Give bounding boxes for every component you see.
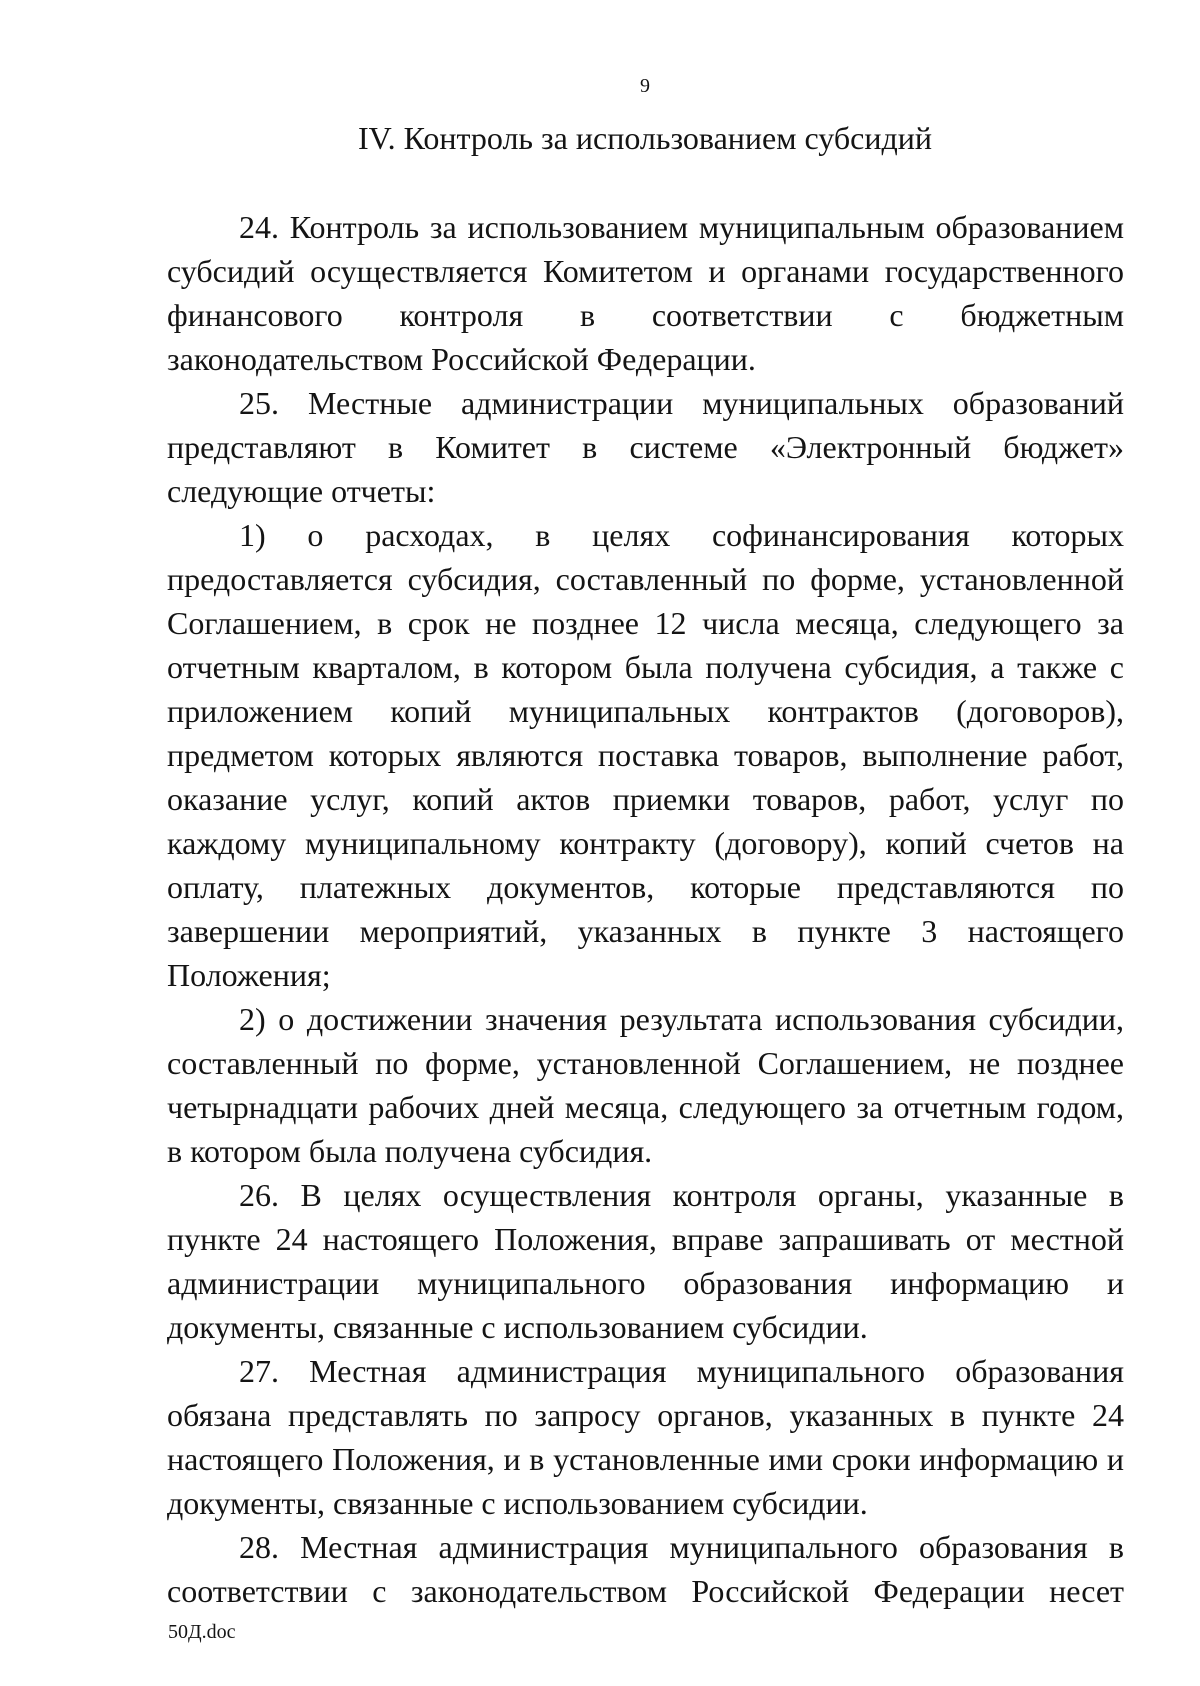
paragraph-25: 25. Местные администрации муниципальных образований представляют в Комитет в системе «Электронный бюджет» следующие отчеты: (167, 385, 1124, 509)
paragraph-25-item-2: 2) о достижении значения результата использования субсидии, составленный по форме, установленной Соглашением, не позднее четырнадцати рабочих дней месяца, следующего за отчетным годом, в котором была получена субсидия. (167, 1001, 1124, 1169)
page-number: 9 (640, 75, 650, 97)
section-heading: IV. Контроль за использованием субсидий (357, 120, 932, 156)
paragraph-28: 28. Местная администрация муниципального образования в соответствии с законодательством Российской Федерации несет (167, 1529, 1124, 1609)
document-body (167, 205, 1124, 1613)
paragraph-25-item-1: 1) о расходах, в целях софинансирования которых предоставляется субсидия, составленный по форме, установленной Соглашением, в срок не позднее 12 числа месяца, следующего за отчетным кварталом, в котором была получена субсидия, а также с приложением копий муниципальных контрактов (договоров), предметом которых являются поставка товаров, выполнение работ, оказание услуг, копий актов приемки товаров, работ, услуг по каждому муниципальному контракту (договору), копий счетов на оплату, платежных документов, которые представляются по завершении мероприятий, указанных в пункте 3 настоящего Положения; (167, 517, 1124, 993)
paragraph-24: 24. Контроль за использованием муниципальным образованием субсидий осуществляется Комитетом и органами государственного финансового контроля в соответствии с бюджетным законодательством Российской Федерации. (167, 209, 1124, 377)
paragraph-26: 26. В целях осуществления контроля органы, указанные в пункте 24 настоящего Положения, вправе запрашивать от местной администрации муниципального образования информацию и документы, связанные с использованием субсидии. (167, 1177, 1124, 1345)
footer-filename: 50Д.doc (168, 1621, 236, 1643)
paragraph-27: 27. Местная администрация муниципального образования обязана представлять по запросу органов, указанных в пункте 24 настоящего Положения, и в установленные ими сроки информацию и документы, связанные с использованием субсидии. (167, 1353, 1124, 1521)
